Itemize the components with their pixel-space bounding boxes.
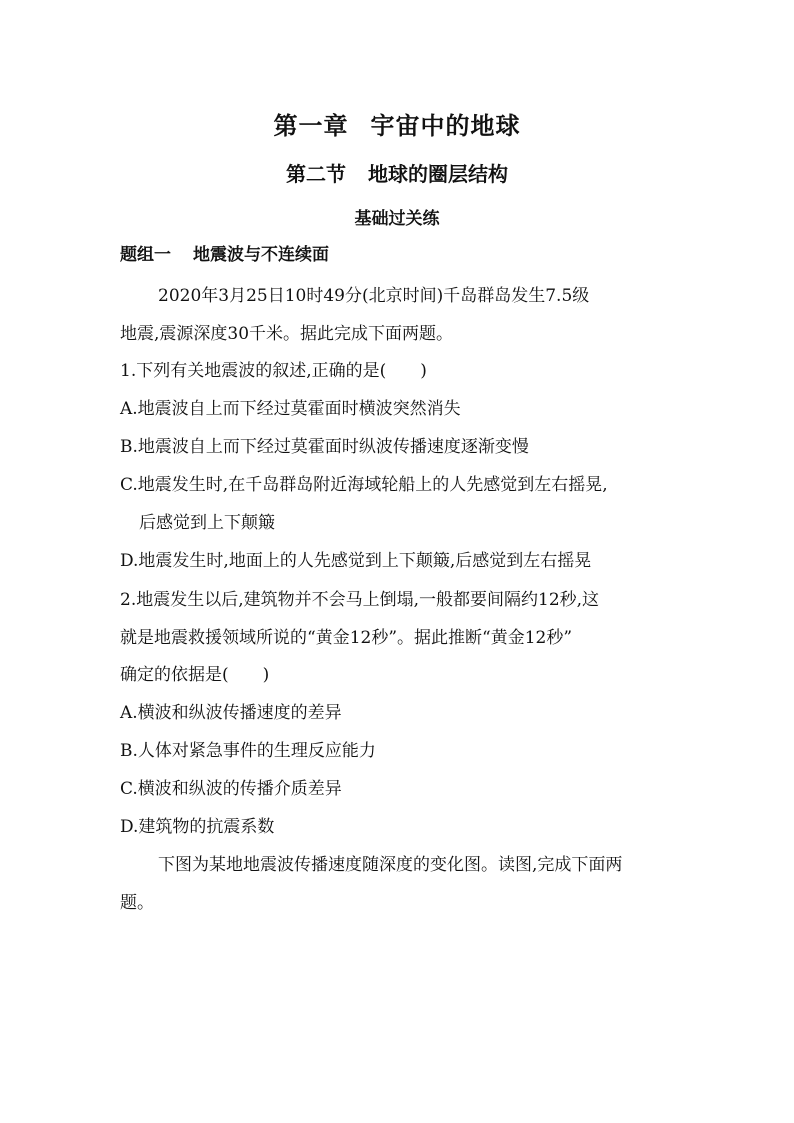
figure-intro-line: 下图为某地地震波传播速度随深度的变化图。读图,完成下面两 — [158, 855, 623, 875]
chapter-label: 第一章 — [273, 111, 349, 140]
group-heading — [120, 243, 329, 267]
section-heading — [0, 158, 794, 187]
section-label: 第二节 — [286, 162, 346, 186]
question-1-option-c-continued: 后感觉到上下颠簸 — [139, 513, 275, 533]
section-title: 地球的圈层结构 — [368, 162, 508, 186]
question-2-option-c: C.横波和纵波的传播介质差异 — [120, 779, 342, 799]
chapter-title: 宇宙中的地球 — [370, 111, 521, 140]
chapter-heading — [0, 106, 794, 141]
question-2-option-a: A.横波和纵波传播速度的差异 — [120, 703, 342, 723]
figure-intro-line: 题。 — [120, 893, 154, 913]
intro-paragraph-line: 地震,震源深度30千米。据此完成下面两题。 — [120, 324, 454, 344]
question-1-stem: 1.下列有关地震波的叙述,正确的是( ) — [120, 361, 427, 381]
question-2-stem: 2.地震发生以后,建筑物并不会马上倒塌,一般都要间隔约12秒,这 — [120, 590, 600, 610]
group-title: 地震波与不连续面 — [193, 245, 329, 265]
question-2-option-d: D.建筑物的抗震系数 — [120, 817, 275, 837]
sub-heading: 基础过关练 — [354, 209, 440, 229]
group-label: 题组一 — [120, 245, 171, 265]
question-1-option-b: B.地震波自上而下经过莫霍面时纵波传播速度逐渐变慢 — [120, 437, 529, 457]
question-1-option-d: D.地震发生时,地面上的人先感觉到上下颠簸,后感觉到左右摇晃 — [120, 551, 592, 571]
intro-paragraph-line: 2020年3月25日10时49分(北京时间)千岛群岛发生7.5级 — [158, 286, 590, 306]
question-1-option-c: C.地震发生时,在千岛群岛附近海域轮船上的人先感觉到左右摇晃, — [120, 475, 608, 495]
question-2-stem-continued: 就是地震救援领域所说的“黄金12秒”。据此推断“黄金12秒” — [120, 628, 573, 648]
question-2-option-b: B.人体对紧急事件的生理反应能力 — [120, 741, 376, 761]
question-1-option-a: A.地震波自上而下经过莫霍面时横波突然消失 — [120, 399, 461, 419]
question-2-stem-continued: 确定的依据是( ) — [120, 665, 270, 685]
